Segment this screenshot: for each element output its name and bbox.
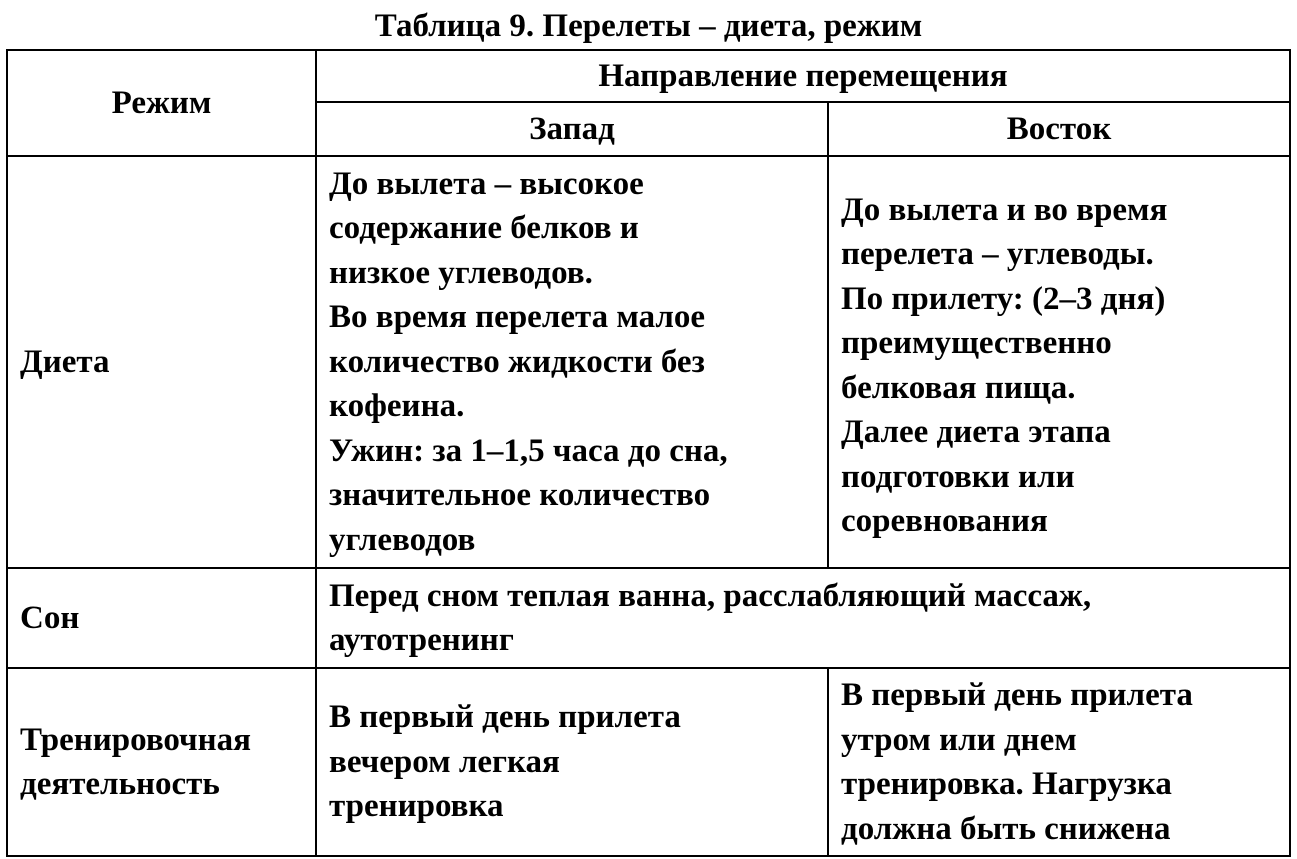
row-label-diet: Диета xyxy=(7,156,316,568)
cell-line: Ужин: за 1–1,5 часа до сна, xyxy=(329,432,728,469)
cell-line: тренировка xyxy=(329,788,504,825)
cell-line: тренировка. Нагрузка xyxy=(841,766,1172,802)
cell-diet-west xyxy=(316,156,828,568)
cell-line: Во время перелета малое xyxy=(329,299,706,336)
cell-diet-east xyxy=(828,156,1290,568)
cell-training-east xyxy=(828,668,1290,856)
row-label-training xyxy=(7,668,316,856)
cell-line: содержание белков и xyxy=(329,210,639,247)
cell-line: деятельность xyxy=(20,766,220,802)
header-west: Запад xyxy=(316,102,828,156)
cell-line: аутотренинг xyxy=(329,622,514,658)
cell-line: По прилету: (2–3 дня) xyxy=(841,280,1166,317)
cell-line: подготовки или xyxy=(841,458,1075,495)
cell-line: перелета – углеводы. xyxy=(841,236,1154,272)
cell-line: значительное количество xyxy=(329,477,711,514)
table-caption: Таблица 9. Перелеты – диета, режим xyxy=(374,8,923,44)
cell-line: низкое углеводов. xyxy=(329,254,593,291)
cell-line: вечером легкая xyxy=(329,743,560,780)
cell-line: должна быть снижена xyxy=(841,810,1171,847)
table-row-diet xyxy=(7,156,1290,568)
cell-line: До вылета – высокое xyxy=(329,165,644,202)
cell-line: утром или днем xyxy=(841,721,1077,758)
row-label-sleep: Сон xyxy=(7,568,316,668)
cell-line: количество жидкости без xyxy=(329,343,705,380)
table-row-training xyxy=(7,668,1290,856)
cell-sleep-both xyxy=(316,568,1290,668)
cell-line: кофеина. xyxy=(329,388,465,425)
cell-line: углеводов xyxy=(329,521,476,558)
header-direction: Направление перемещения xyxy=(316,50,1290,102)
cell-training-west xyxy=(316,668,828,856)
cell-line: В первый день прилета xyxy=(841,677,1193,713)
cell-line: белковая пища. xyxy=(841,369,1076,406)
header-mode: Режим xyxy=(7,50,316,156)
cell-line: Тренировочная xyxy=(20,721,252,758)
cell-line: преимущественно xyxy=(841,325,1112,361)
header-east: Восток xyxy=(828,102,1290,156)
cell-line: В первый день прилета xyxy=(329,699,681,736)
cell-line: Перед сном теплая ванна, расслабляющий массаж, xyxy=(329,577,1092,614)
cell-line: До вылета и во время xyxy=(841,191,1168,228)
flights-table xyxy=(6,49,1291,857)
cell-line: соревнования xyxy=(841,503,1048,539)
cell-line: Далее диета этапа xyxy=(841,414,1111,450)
table-row-sleep xyxy=(7,568,1290,668)
